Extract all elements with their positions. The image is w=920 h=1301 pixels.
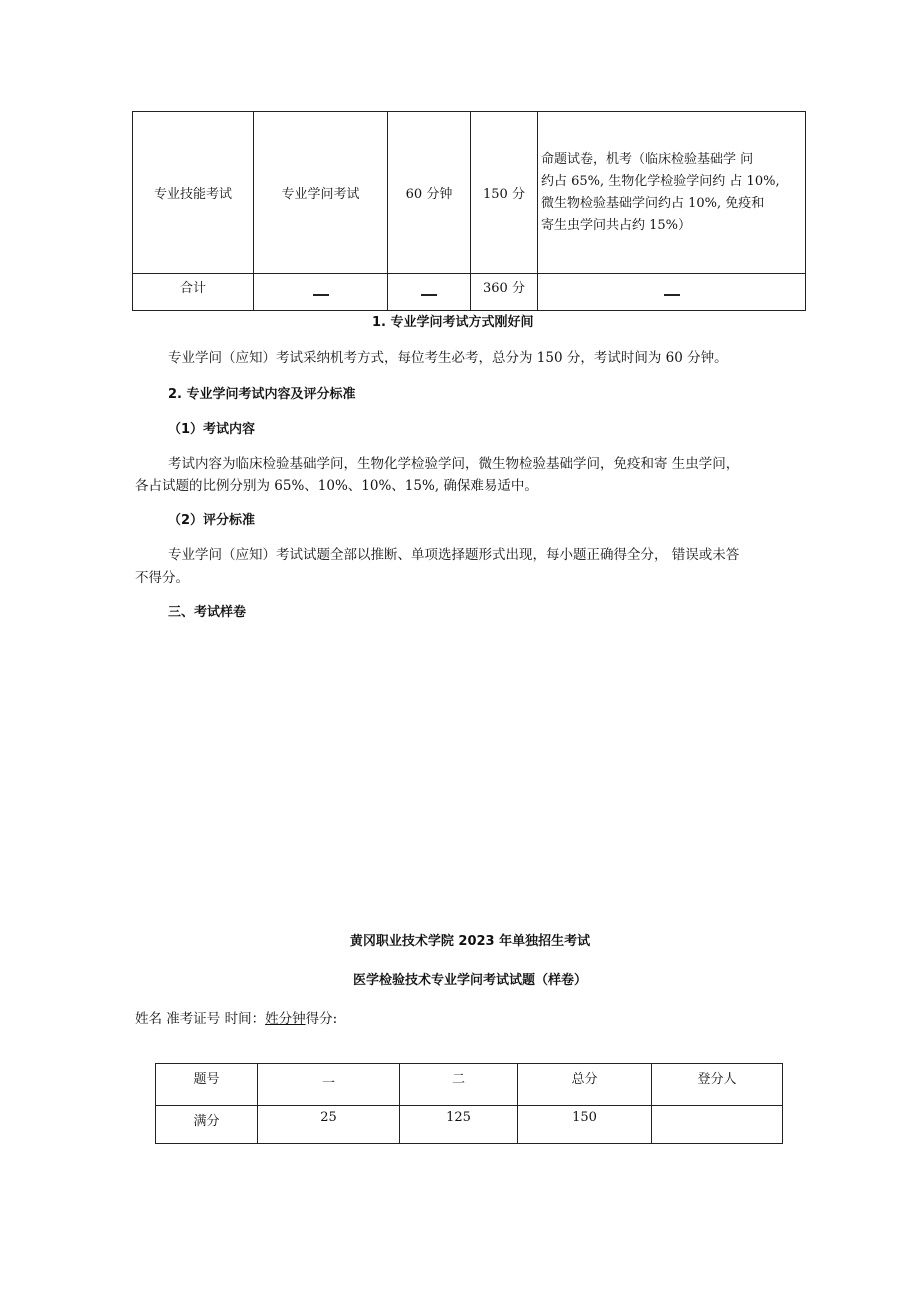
- section1-title: 1. 专业学问考试方式刚好间: [372, 315, 534, 330]
- sub2-title: （2）评分标准: [168, 513, 256, 528]
- paper-subtitle: 医学检验技术专业学问考试试题（样卷）: [352, 973, 587, 988]
- sub2-body-line1: 专业学问（应知）考试试题全部以推断、单项选择题形式出现，每小题正确得全分， 错误或未答: [168, 547, 740, 563]
- section2-title: 2. 专业学问考试内容及评分标准: [168, 387, 356, 402]
- cell-total-label: 合计: [133, 274, 254, 311]
- info-prefix: 姓名 准考证号 时间：: [135, 1011, 266, 1027]
- cell-total-score: 360 分: [471, 274, 538, 311]
- dash-mark: [664, 294, 680, 296]
- cell-description: [538, 112, 806, 274]
- desc-line: 约占 65%, 生物化学检验学问约 占 10%,: [541, 173, 780, 189]
- data-cell: [652, 1106, 783, 1144]
- sub1-body-line1: 考试内容为临床检验基础学问，生物化学检验学问，微生物检验基础学问，免疫和寄 生虫学问，: [168, 456, 740, 472]
- cell-exam-type: 专业学问考试: [254, 112, 388, 274]
- header-cell: 二: [400, 1064, 518, 1106]
- data-cell: 150: [518, 1106, 652, 1144]
- score-table: [155, 1063, 783, 1144]
- candidate-info-line: [135, 1007, 337, 1032]
- data-cell: 满分: [156, 1106, 258, 1144]
- info-suffix: 得分:: [305, 1011, 338, 1027]
- dash-mark: [313, 294, 329, 296]
- cell-dash: [254, 274, 388, 311]
- table-row: [133, 274, 806, 311]
- desc-line: 寄生虫学问共占约 15%）: [541, 217, 692, 233]
- header-cell: 题号: [156, 1064, 258, 1106]
- cell-dash: [538, 274, 806, 311]
- table-row: [156, 1064, 783, 1106]
- cell-dash: [388, 274, 471, 311]
- sub1-body-line2: 各占试题的比例分别为 65%、10%、10%、15%, 确保难易适中。: [135, 478, 538, 494]
- data-cell: 125: [400, 1106, 518, 1144]
- desc-line: 命题试卷，机考（临床检验基础学 问: [541, 151, 754, 167]
- cell-category: 专业技能考试: [133, 112, 254, 274]
- data-cell: 25: [258, 1106, 400, 1144]
- header-cell: 一: [258, 1064, 400, 1106]
- exam-format-table: [132, 111, 806, 311]
- sub2-body-line2: 不得分。: [135, 570, 189, 586]
- dash-mark: [421, 294, 437, 296]
- header-cell: 总分: [518, 1064, 652, 1106]
- cell-duration: 60 分钟: [388, 112, 471, 274]
- header-cell: 登分人: [652, 1064, 783, 1106]
- info-underlined: 姓分钟: [265, 1011, 306, 1027]
- cell-score: 150 分: [471, 112, 538, 274]
- table-row: [133, 112, 806, 274]
- table-row: [156, 1106, 783, 1144]
- sub1-title: （1）考试内容: [168, 422, 256, 437]
- section1-body: 专业学问（应知）考试采纳机考方式，每位考生必考，总分为 150 分，考试时间为 60 分钟。: [168, 350, 728, 366]
- desc-line: 微生物检验基础学问约占 10%, 免疫和: [541, 195, 765, 211]
- section3-title: 三、考试样卷: [168, 605, 247, 620]
- paper-title: 黄冈职业技术学院 2023 年单独招生考试: [349, 934, 591, 949]
